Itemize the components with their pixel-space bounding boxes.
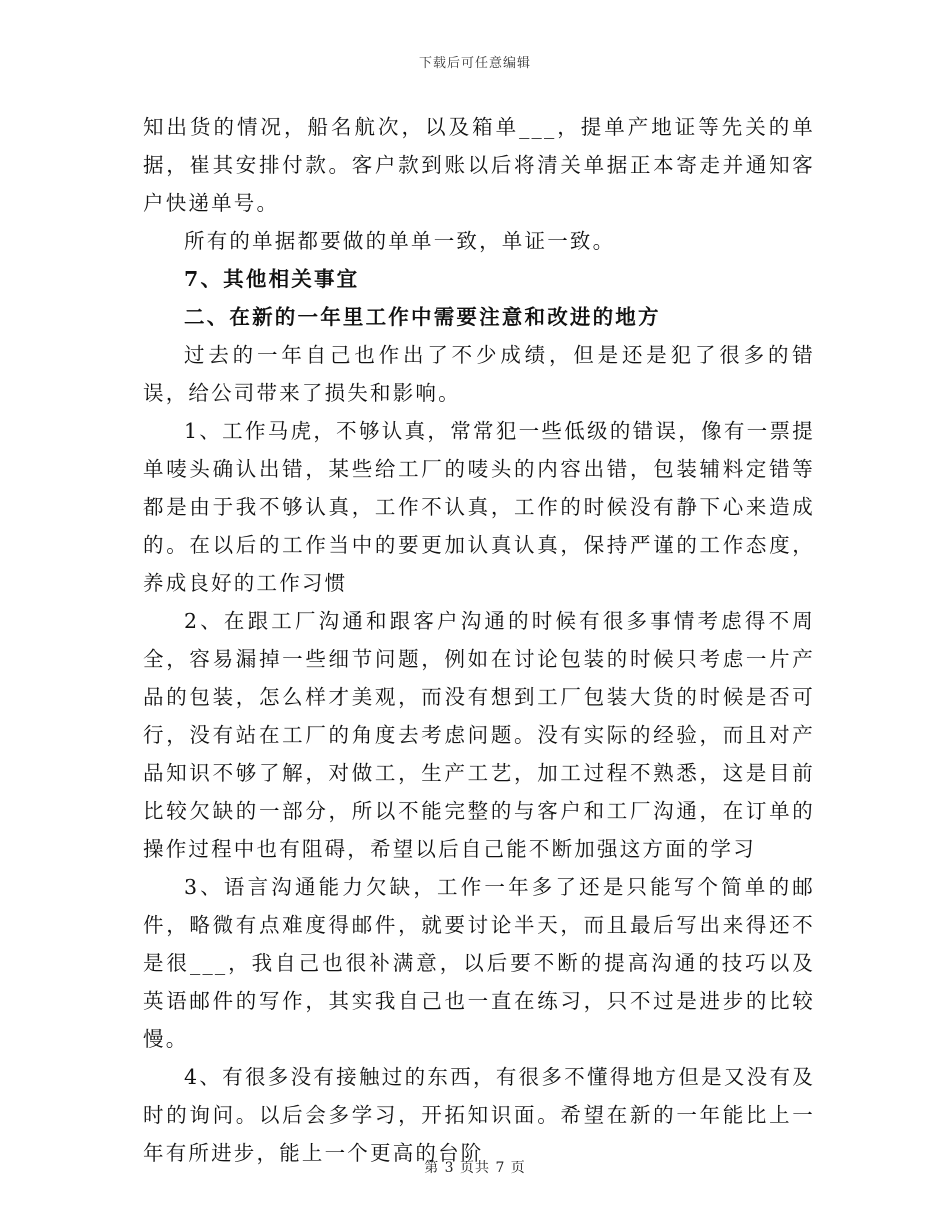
page-header: 下载后可任意编辑 (418, 56, 531, 71)
heading-improvements: 二、在新的一年里工作中需要注意和改进的地方 (184, 305, 661, 329)
page-number: 第 3 页共 7 页 (424, 1160, 526, 1176)
paragraph-item-2: 2、在跟工厂沟通和跟客户沟通的时候有很多事情考虑得不周全，容易漏掉一些细节问题，例如在讨论包装的时候只考虑一片产品的包装，怎么样才美观，而没有想到工厂包装大货的时候是否可行，没有站在工厂的角度去考虑问题。没有实际的经验，而且对产品知识不够了解，对做工，生产工艺，加工过程不熟悉，这是目前比较欠缺的一部分，所以不能完整的与客户和工厂沟通，在订单的操作过程中也有阻碍，希望以后自己能不断加强这方面的学习 (143, 609, 815, 861)
document-body (143, 108, 815, 1172)
paragraph-shipping-docs: 知出货的情况，船名航次，以及箱单___，提单产地证等先关的单据，崔其安排付款。客户款到账以后将清关单据正本寄走并通知客户快递单号。 (143, 115, 815, 215)
paragraph-item-1: 1、工作马虎，不够认真，常常犯一些低级的错误，像有一票提单唛头确认出错，某些给工厂的唛头的内容出错，包装辅料定错等都是由于我不够认真，工作不认真，工作的时候没有静下心来造成的。在以后的工作当中的要更加认真认真，保持严谨的工作态度，养成良好的工作习惯 (143, 419, 815, 595)
heading-other-matters: 7、其他相关事宜 (184, 267, 360, 291)
paragraph-past-year: 过去的一年自己也作出了不少成绩，但是还是犯了很多的错误，给公司带来了损失和影响。 (143, 343, 815, 405)
paragraph-item-4: 4、有很多没有接触过的东西，有很多不懂得地方但是又没有及时的询问。以后会多学习，开拓知识面。希望在新的一年能比上一年有所进步，能上一个更高的台阶 (143, 1065, 815, 1165)
paragraph-item-3: 3、语言沟通能力欠缺，工作一年多了还是只能写个简单的邮件，略微有点难度得邮件，就要讨论半天，而且最后写出来得还不是很___，我自己也很补满意，以后要不断的提高沟通的技巧以及英语邮件的写作，其实我自己也一直在练习，只不过是进步的比较慢。 (143, 875, 815, 1051)
paragraph-doc-consistency: 所有的单据都要做的单单一致，单证一致。 (184, 229, 616, 253)
